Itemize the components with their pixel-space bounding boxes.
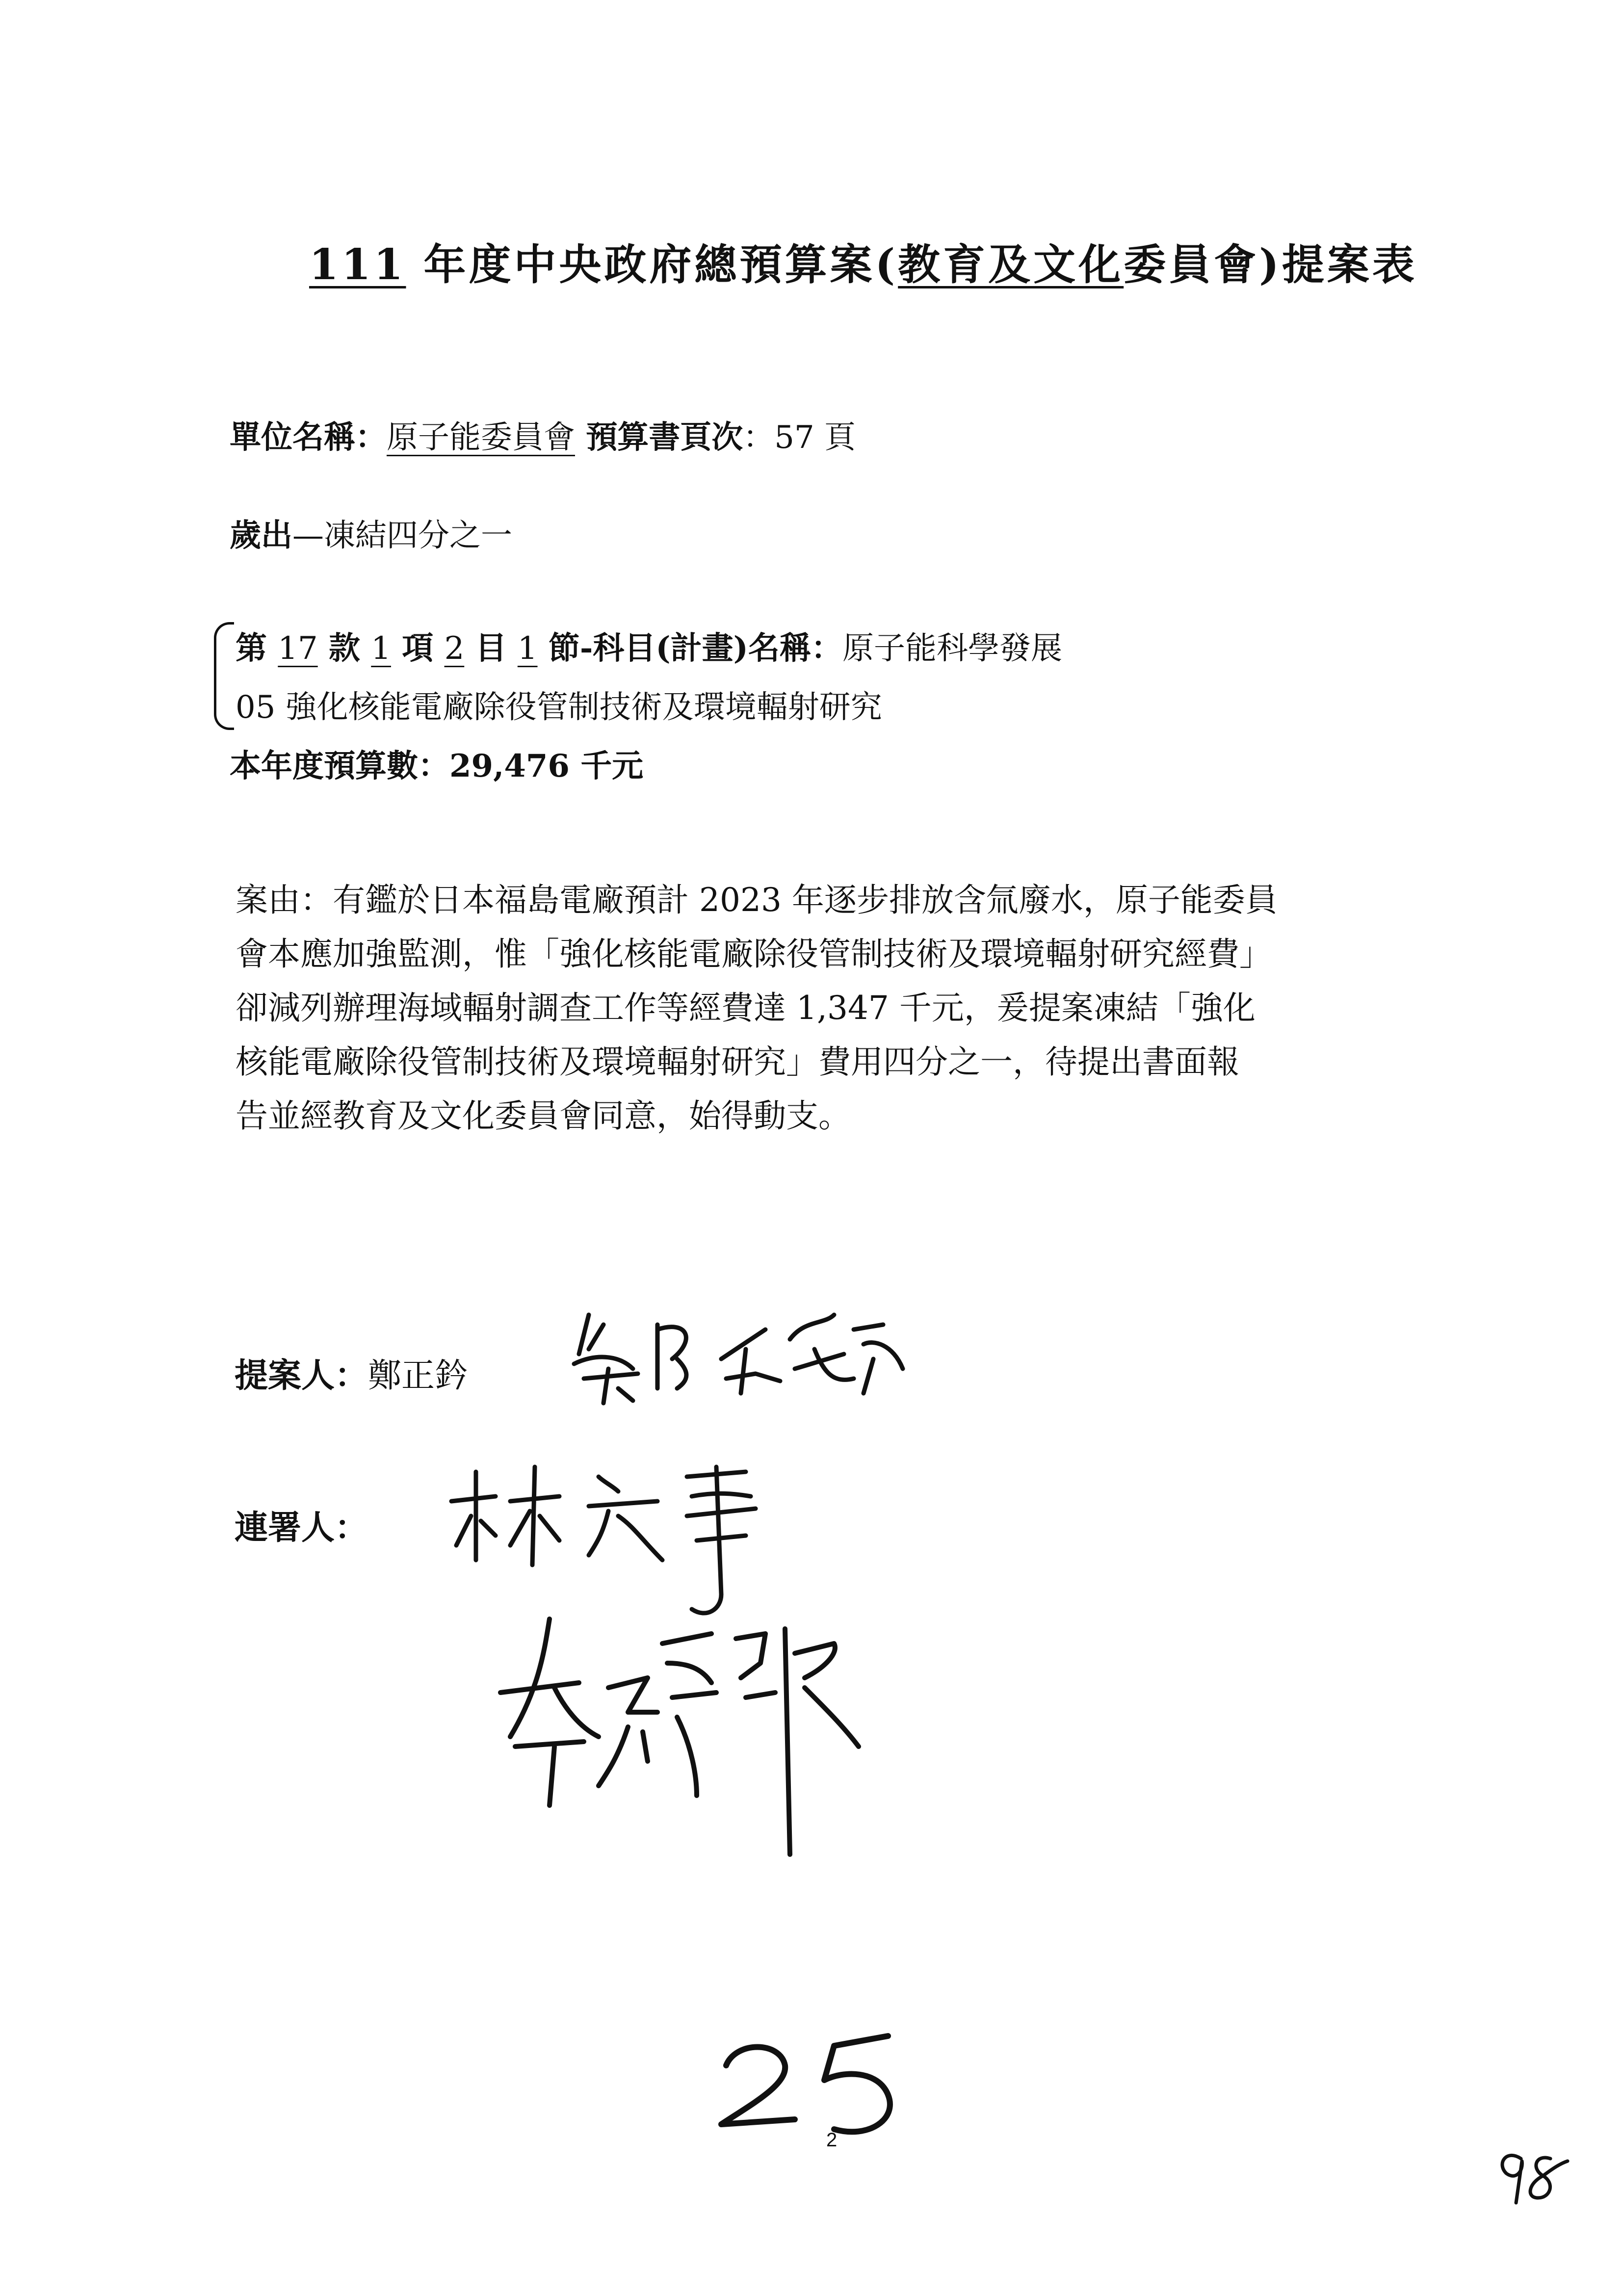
unit-row <box>230 412 856 457</box>
unit-label: 單位名稱： <box>230 419 387 456</box>
xiang-unit: 項 <box>391 630 445 667</box>
reason-line: 會本應加強監測，惟「強化核能電廠除役管制技術及環境輻射研究經費」 <box>236 935 1272 973</box>
title-committee: 教育及文化 <box>898 240 1124 289</box>
unit-value: 原子能委員會 <box>387 419 575 456</box>
kuan-unit: 款 <box>317 630 371 667</box>
expenditure-row <box>230 510 512 555</box>
title-text-a: 年度中央政府總預算案( <box>406 240 898 289</box>
cosigner-label: 連署人： <box>235 1508 368 1547</box>
reason-paragraph <box>236 873 1278 1143</box>
reason-line: 卻減列辦理海域輻射調查工作等經費達 1,347 千元，爰提案凍結「強化 <box>236 989 1256 1027</box>
cosigner-row <box>235 1501 368 1549</box>
reason-line: 告並經教育及文化委員會同意，始得動支。 <box>236 1097 851 1135</box>
item-line-2: 05 強化核能電廠除役管制技術及環境輻射研究 <box>236 689 882 726</box>
item-bracket <box>214 622 234 730</box>
corner-number <box>1487 2144 1570 2213</box>
page-label: 預算書頁次 <box>575 419 743 456</box>
mu-unit: 目 <box>464 630 518 667</box>
mu-number: 2 <box>444 630 465 667</box>
jie-unit: 節-科目(計畫)名稱： <box>537 630 842 667</box>
expenditure-label: 歲出 <box>230 517 292 554</box>
budget-label: 本年度預算數： <box>230 748 449 784</box>
xiang-number: 1 <box>371 630 391 667</box>
reason-line: 核能電廠除役管制技術及環境輻射研究」費用四分之一，待提出書面報 <box>236 1043 1239 1081</box>
proposer-signature <box>559 1295 913 1413</box>
proposer-name: 鄭正鈐 <box>368 1357 469 1395</box>
expenditure-value: —凍結四分之一 <box>292 518 512 554</box>
budget-value: 29,476 千元 <box>449 748 644 784</box>
page-title <box>309 231 1417 291</box>
proposer-label: 提案人： <box>235 1356 368 1395</box>
reason-line: 案由：有鑑於日本福島電廠預計 2023 年逐步排放含氚廢水，原子能委員 <box>236 881 1278 919</box>
title-year: 111 <box>309 240 406 289</box>
item-name: 原子能科學發展 <box>842 630 1062 667</box>
budget-row <box>230 741 643 786</box>
page-value: ：57 頁 <box>743 419 856 456</box>
jie-number: 1 <box>517 630 538 667</box>
cosigner-signature-2 <box>481 1599 864 1874</box>
footer-page-number: 2 <box>826 2129 838 2151</box>
kuan-number: 17 <box>278 630 318 667</box>
title-text-b: 委員會)提案表 <box>1124 240 1417 289</box>
kuan-prefix: 第 <box>236 630 278 667</box>
item-line-1 <box>236 623 1062 668</box>
proposer-row <box>235 1349 468 1397</box>
handwritten-page-number <box>711 2021 917 2139</box>
